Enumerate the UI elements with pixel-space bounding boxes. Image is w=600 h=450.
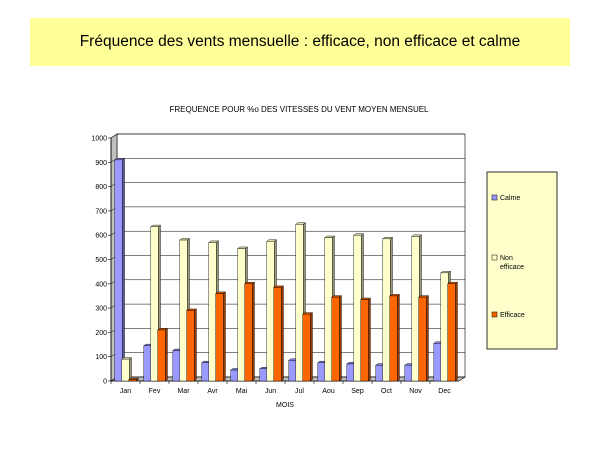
- x-tick-label: Fev: [148, 388, 161, 395]
- x-tick-label: Dec: [438, 388, 451, 395]
- bar-front: [209, 242, 217, 381]
- bar-front: [151, 227, 159, 381]
- y-tick-label: 400: [95, 281, 107, 289]
- y-tick-label: 1000: [91, 135, 107, 143]
- bar-front: [347, 364, 355, 381]
- x-tick-label: Jan: [119, 388, 132, 395]
- bar-side: [223, 292, 225, 381]
- bar-side: [426, 296, 428, 381]
- slide-title: Fréquence des vents mensuelle : efficace, non efficace et calme: [79, 33, 521, 50]
- bar-front: [202, 363, 210, 381]
- bar-side: [281, 286, 283, 381]
- bar-front: [158, 330, 166, 381]
- bar-efficace: [332, 296, 342, 381]
- x-tick-label: Aou: [322, 388, 335, 395]
- bar-front: [448, 284, 456, 381]
- x-tick-label: Avr: [207, 388, 218, 395]
- bar-calme: [115, 158, 125, 381]
- chart-title: FREQUENCE POUR %o DES VITESSES DU VENT MOYEN MENSUEL: [169, 105, 429, 114]
- bar-efficace: [448, 282, 458, 381]
- bar-efficace: [158, 328, 168, 381]
- bar-side: [252, 282, 254, 381]
- bar-front: [441, 273, 449, 381]
- bar-front: [187, 311, 195, 381]
- bar-front: [332, 297, 340, 381]
- bar-front: [318, 363, 326, 381]
- bar-front: [231, 370, 239, 381]
- bar-side: [194, 309, 196, 381]
- y-tick-label: 900: [95, 159, 107, 167]
- bar-efficace: [419, 296, 429, 381]
- bar-front: [419, 297, 427, 381]
- bar-front: [216, 294, 224, 381]
- legend: [487, 172, 557, 349]
- bar-side: [368, 298, 370, 381]
- bar-efficace: [303, 313, 313, 381]
- bar-front: [434, 343, 442, 381]
- bar-efficace: [390, 294, 400, 381]
- bar-side: [165, 328, 167, 381]
- x-tick-label: Sep: [351, 388, 364, 395]
- bar-front: [303, 314, 311, 381]
- y-tick-label: 100: [95, 354, 107, 362]
- bar-front: [115, 160, 123, 381]
- bar-front: [325, 238, 333, 381]
- bar-side: [339, 296, 341, 381]
- bar-side: [397, 294, 399, 381]
- bar-front: [122, 359, 130, 381]
- bar-front: [260, 369, 268, 381]
- bar-front: [376, 365, 384, 381]
- bar-front: [180, 240, 188, 381]
- bar-side: [310, 313, 312, 381]
- bar-side: [122, 158, 124, 381]
- y-tick-label: 0: [103, 378, 107, 386]
- y-tick-label: 700: [95, 208, 107, 216]
- y-tick-label: 600: [95, 232, 107, 240]
- bar-side: [129, 358, 131, 381]
- y-tick-label: 800: [95, 184, 107, 192]
- plot-area: [91, 134, 465, 409]
- x-tick-label: Nov: [409, 388, 422, 395]
- legend-swatch: [492, 195, 497, 200]
- x-tick-label: Oct: [381, 388, 392, 395]
- bar-front: [412, 236, 420, 381]
- legend-box: [487, 172, 557, 349]
- bar-front: [274, 287, 282, 381]
- bar-front: [245, 284, 253, 381]
- bar-front: [238, 249, 246, 381]
- y-tick-label: 200: [95, 329, 107, 337]
- bar-front: [144, 346, 152, 381]
- bar-front: [173, 351, 181, 381]
- bar-front: [129, 380, 137, 381]
- bar-non-efficace: [122, 358, 132, 381]
- bar-efficace: [361, 298, 371, 381]
- legend-label: Non efficace: [500, 255, 524, 271]
- bar-front: [296, 224, 304, 381]
- bar-front: [390, 296, 398, 381]
- legend-label: Efficace: [500, 312, 525, 319]
- legend-swatch: [492, 312, 497, 317]
- y-tick-label: 500: [95, 257, 107, 264]
- bar-front: [405, 365, 413, 381]
- bar-front: [289, 360, 297, 381]
- x-tick-label: Mai: [235, 388, 248, 395]
- bar-front: [383, 239, 391, 381]
- bar-efficace: [129, 378, 139, 381]
- bar-efficace: [245, 282, 255, 381]
- bar-front: [267, 241, 275, 381]
- x-tick-label: Jun: [264, 388, 277, 395]
- bar-efficace: [274, 286, 284, 381]
- bar-efficace: [216, 292, 226, 381]
- x-tick-label: Jul: [295, 388, 304, 395]
- bar-front: [354, 235, 362, 381]
- legend-label: Calme: [500, 195, 521, 202]
- bar-front: [361, 300, 369, 381]
- bar-side: [455, 282, 457, 381]
- legend-swatch: [492, 255, 497, 260]
- x-axis-label: MOIS: [276, 402, 294, 409]
- bar-efficace: [187, 309, 197, 381]
- y-tick-label: 300: [95, 305, 107, 313]
- x-tick-label: Mar: [177, 388, 190, 395]
